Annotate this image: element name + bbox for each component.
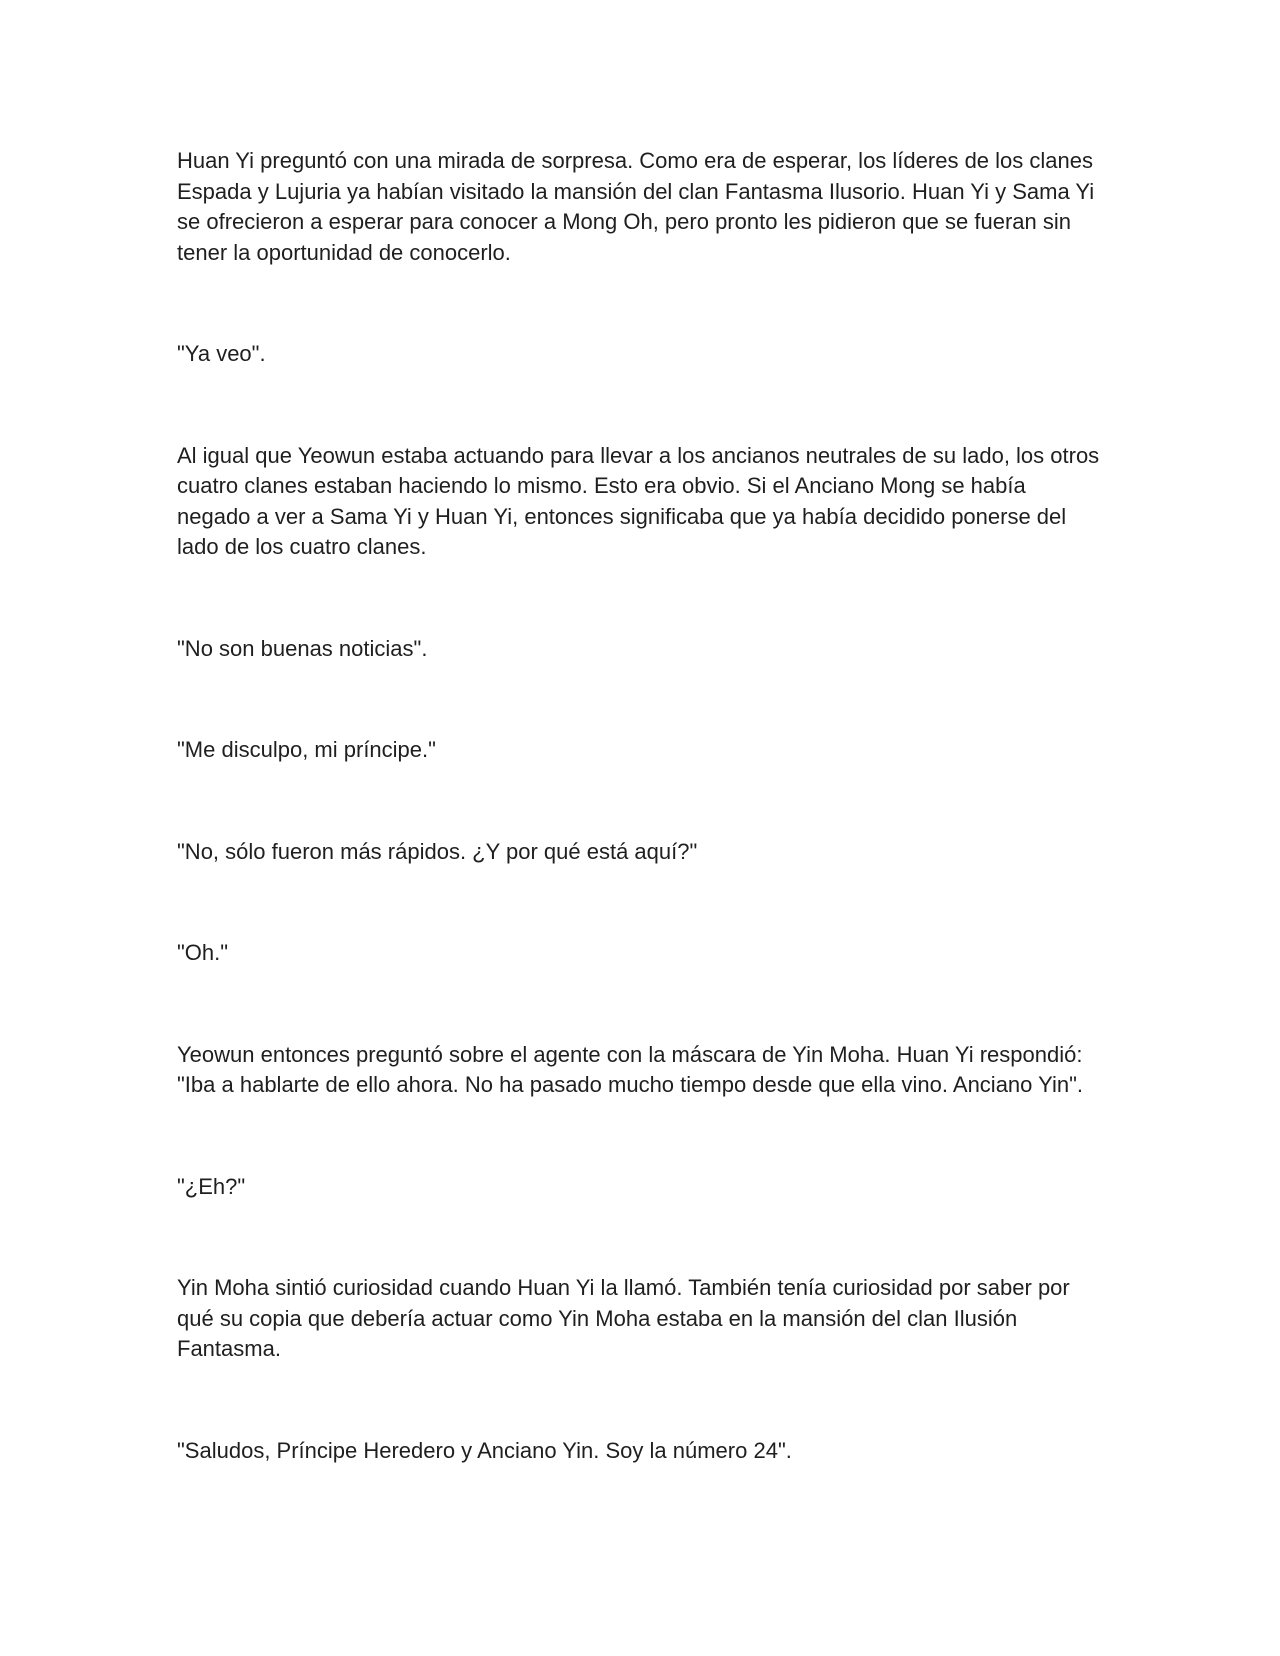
paragraph-10: Yin Moha sintió curiosidad cuando Huan Yi la llamó. También tenía curiosidad por saber por qué su copia que debería actuar como Yin Moha estaba en la mansión del clan Ilusión Fantasma. xyxy=(177,1275,1070,1361)
document-body xyxy=(177,146,1102,1466)
paragraph-8: Yeowun entonces preguntó sobre el agente con la máscara de Yin Moha. Huan Yi respondió: "Iba a hablarte de ello ahora. No ha pasado mucho tiempo desde que ella vino. Anciano Yin". xyxy=(177,1041,1084,1097)
paragraph-2: "Ya veo". xyxy=(177,341,266,366)
paragraph-9: "¿Eh?" xyxy=(177,1173,246,1199)
paragraph-1: Huan Yi preguntó con una mirada de sorpresa. Como era de esperar, los líderes de los clanes Espada y Lujuria ya habían visitado la mansión del clan Fantasma Ilusorio. Huan Yi y Sama Yi se ofrecieron a esperar para conocer a Mong Oh, pero pronto les pidieron que se fueran sin tener la oportunidad de conocerlo. xyxy=(177,148,1095,265)
paragraph-3: Al igual que Yeowun estaba actuando para llevar a los ancianos neutrales de su lado, los otros cuatro clanes estaban haciendo lo mismo. Esto era obvio. Si el Anciano Mong se había negado a ver a Sama Yi y Huan Yi, entonces significaba que ya había decidido ponerse del lado de los cuatro clanes. xyxy=(177,442,1100,559)
paragraph-7: "Oh." xyxy=(177,940,229,965)
paragraph-11: "Saludos, Príncipe Heredero y Anciano Yin. Soy la número 24". xyxy=(177,1437,792,1463)
paragraph-4: "No son buenas noticias". xyxy=(177,635,428,661)
paragraph-6: "No, sólo fueron más rápidos. ¿Y por qué está aquí?" xyxy=(177,838,698,864)
paragraph-5: "Me disculpo, mi príncipe." xyxy=(177,737,436,762)
